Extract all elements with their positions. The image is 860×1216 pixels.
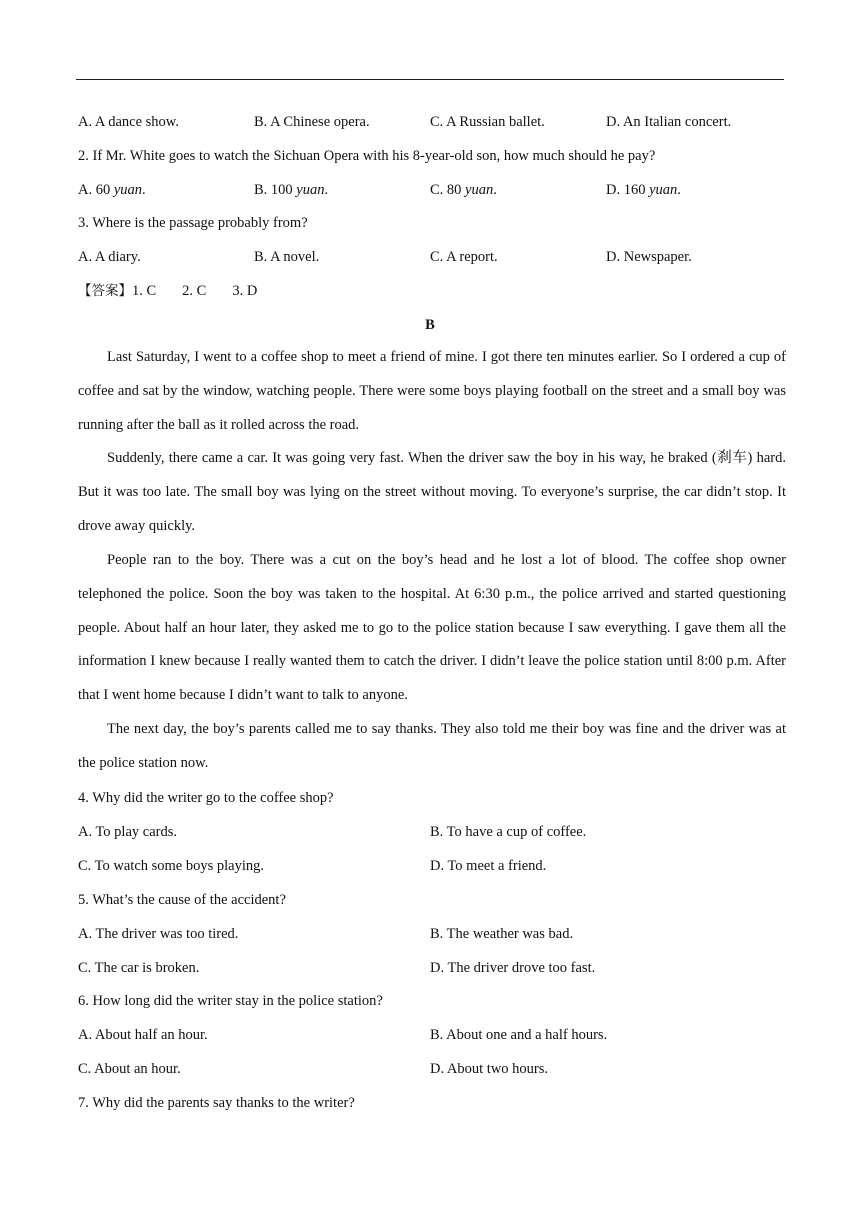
q5-question: 5. What’s the cause of the accident?	[78, 892, 286, 908]
answer-item: 2. C	[182, 283, 207, 299]
q6-option-a: A. About half an hour.	[78, 1027, 208, 1043]
q2-option-d: D. 160 yuan.	[606, 182, 681, 198]
q1-option-d: D. An Italian concert.	[606, 114, 732, 130]
q3-option-d: D. Newspaper.	[606, 249, 692, 265]
q6-option-c: C. About an hour.	[78, 1061, 181, 1077]
q4-option-a: A. To play cards.	[78, 824, 177, 840]
passage-paragraph-2: Suddenly, there came a car. It was going very fast. When the driver saw the boy in his way, he braked (刹车) hard. But it was too late. The small boy was lying on the street without moving. To everyone’s surprise, the car didn’t stop. It drove away quickly.	[78, 450, 786, 534]
q3-option-c: C. A report.	[430, 249, 498, 265]
answer-item: 3. D	[232, 283, 258, 299]
q6-option-d: D. About two hours.	[430, 1061, 549, 1077]
q5-option-a: A. The driver was too tired.	[78, 926, 239, 942]
q1-option-c: C. A Russian ballet.	[430, 114, 545, 130]
q4-question: 4. Why did the writer go to the coffee shop?	[78, 790, 334, 806]
passage-paragraph-1: Last Saturday, I went to a coffee shop to meet a friend of mine. I got there ten minutes earlier. So I ordered a cup of coffee and sat by the window, watching people. There were some boys playing football on the street and a small boy was running after the ball as it rolled across the road.	[78, 349, 786, 433]
passage-paragraph-3: People ran to the boy. There was a cut on the boy’s head and he lost a lot of blood. The coffee shop owner telephoned the police. Soon the boy was taken to the hospital. At 6:30 p.m., the police arrived and started questioning people. About half an hour later, they asked me to go to the police station because I saw everything. I gave them all the information I knew because I really wanted them to catch the driver. I didn’t leave the police station until 8:00 p.m. After that I went home because I didn’t want to talk to anyone.	[78, 552, 786, 704]
answer-item: 1. C	[132, 283, 157, 299]
q4-option-b: B. To have a cup of coffee.	[430, 824, 587, 840]
q2-option-b: B. 100 yuan.	[254, 182, 329, 198]
q7-question: 7. Why did the parents say thanks to the writer?	[78, 1095, 355, 1111]
q1-option-a: A. A dance show.	[78, 114, 179, 130]
q6-question: 6. How long did the writer stay in the police station?	[78, 993, 383, 1009]
q1-option-b: B. A Chinese opera.	[254, 114, 370, 130]
q5-option-c: C. The car is broken.	[78, 960, 200, 976]
q3-option-b: B. A novel.	[254, 249, 320, 265]
q2-option-c: C. 80 yuan.	[430, 182, 497, 198]
q5-option-b: B. The weather was bad.	[430, 926, 574, 942]
header-rule	[76, 79, 784, 80]
answer-label: 【答案】	[78, 283, 132, 299]
passage-paragraph-4: The next day, the boy’s parents called me to say thanks. They also told me their boy was fine and the driver was at the police station now.	[78, 721, 786, 771]
q3-question: 3. Where is the passage probably from?	[78, 215, 308, 231]
q5-option-d: D. The driver drove too fast.	[430, 960, 596, 976]
q4-option-d: D. To meet a friend.	[430, 858, 547, 874]
answer-key	[78, 282, 257, 300]
q6-option-b: B. About one and a half hours.	[430, 1027, 608, 1043]
q2-question: 2. If Mr. White goes to watch the Sichuan Opera with his 8-year-old son, how much should he pay?	[78, 148, 656, 164]
section-title: B	[425, 317, 435, 333]
q2-option-a: A. 60 yuan.	[78, 182, 146, 198]
q3-option-a: A. A diary.	[78, 249, 141, 265]
q4-option-c: C. To watch some boys playing.	[78, 858, 264, 874]
